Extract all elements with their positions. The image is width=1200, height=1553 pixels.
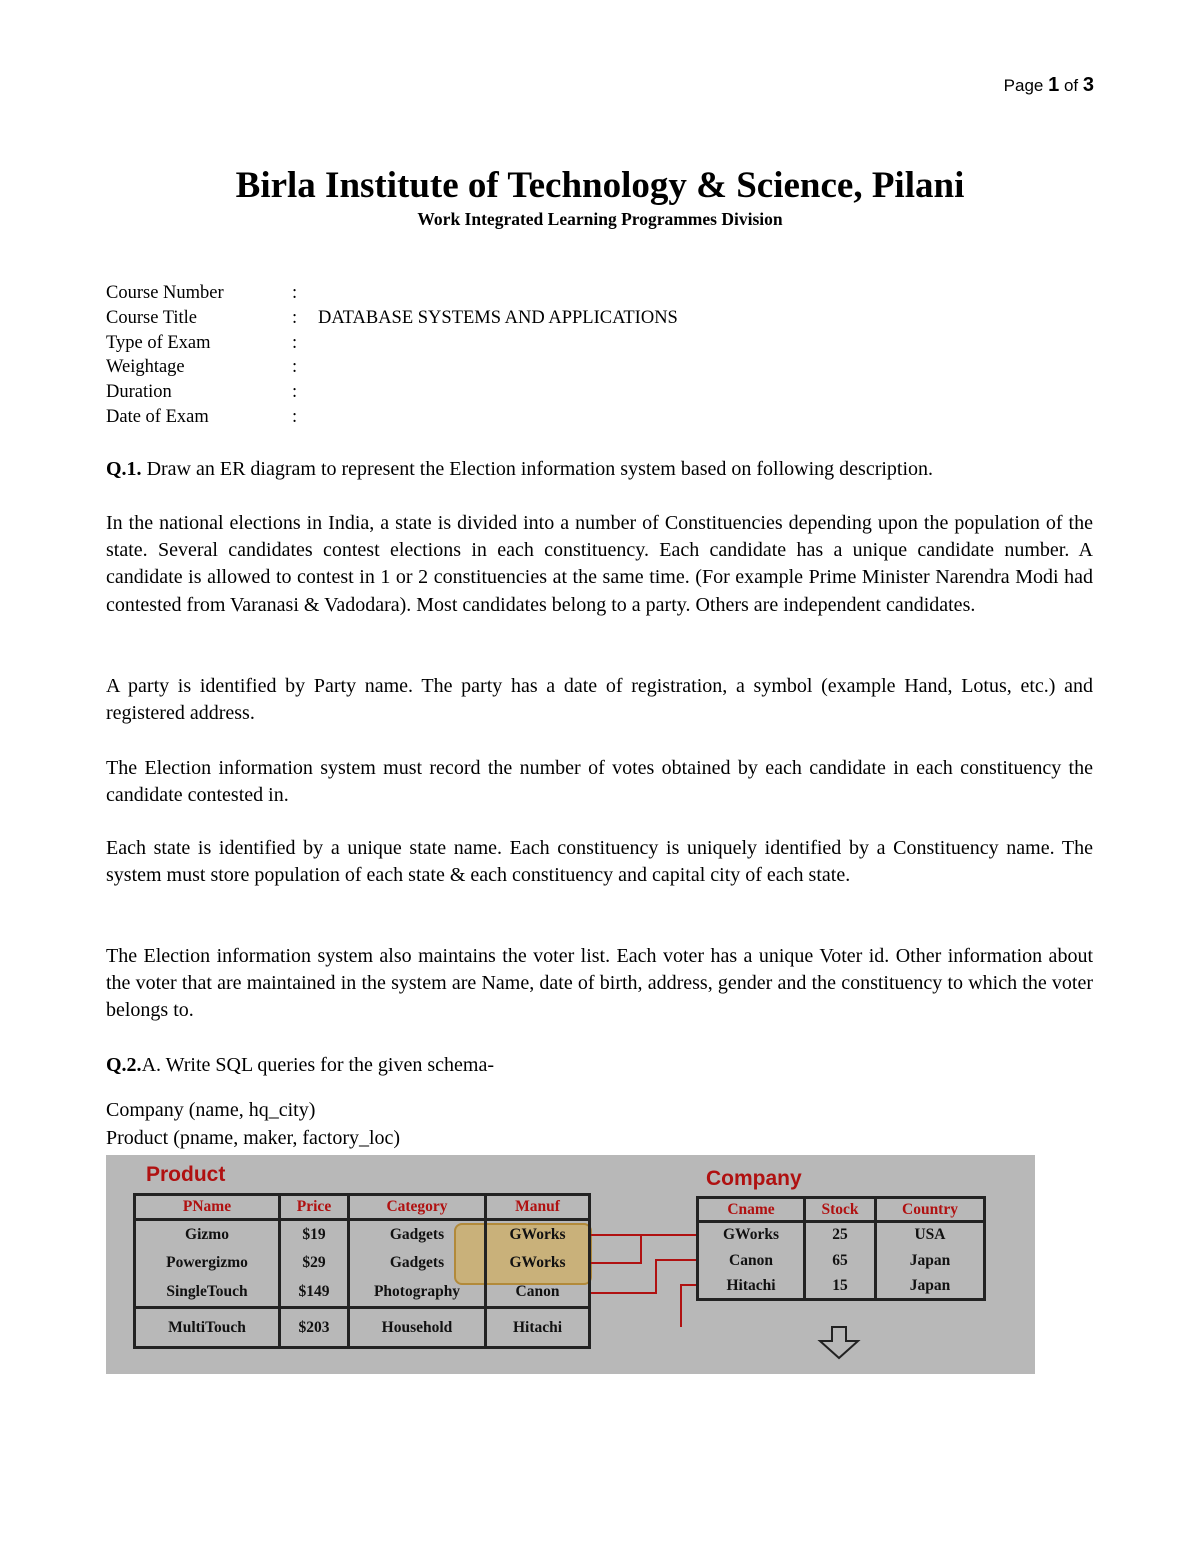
- table-row: Hitachi 15 Japan: [698, 1274, 985, 1300]
- schema-company: Company (name, hq_city): [106, 1099, 316, 1121]
- meta-row-course-title: Course Title : DATABASE SYSTEMS AND APPLICATIONS: [106, 307, 678, 328]
- meta-row-date-of-exam: Date of Exam :: [106, 406, 298, 427]
- table-row: MultiTouch $203 Household Hitachi: [135, 1308, 590, 1348]
- foreign-key-links: [106, 1155, 1035, 1374]
- down-arrow-icon: [820, 1327, 858, 1358]
- link-line-hitachi: [681, 1285, 696, 1327]
- product-table-title: Product: [146, 1163, 226, 1186]
- product-header-row: PName Price Category Manuf: [135, 1195, 590, 1220]
- q1-paragraph: The Election information system also maintains the voter list. Each voter has a unique Voter id. Other information about the voter that are maintained in the system are Name, date of birth, address, gender and the constituency to which the voter belongs to.: [106, 945, 1093, 1022]
- question-1: [106, 456, 1093, 483]
- table-row: Gizmo $19 Gadgets GWorks: [135, 1220, 590, 1249]
- q1-paragraph: A party is identified by Party name. The party has a date of registration, a symbol (example Hand, Lotus, etc.) and registered address.: [106, 675, 1093, 725]
- question-2: [106, 1052, 1093, 1079]
- company-table-title: Company: [706, 1167, 802, 1190]
- q1-paragraph: In the national elections in India, a state is divided into a number of Constituencies depending upon the population of the state. Several candidates contest elections in each constituency. Each candidate has a unique candidate number. A candidate is allowed to contest in 1 or 2 constituencies at the same time. (For example Prime Minister Narendra Modi had contested from Varanasi & Vadodara). Most candidates belong to a party. Others are independent candidates.: [106, 512, 1093, 616]
- institute-title: Birla Institute of Technology & Science, Pilani: [235, 165, 965, 206]
- company-header-row: Cname Stock Country: [698, 1198, 985, 1222]
- table-row: GWorks 25 USA: [698, 1222, 985, 1248]
- schema-figure: [106, 1155, 1035, 1374]
- table-row: SingleTouch $149 Photography Canon: [135, 1278, 590, 1308]
- schema-product: Product (pname, maker, factory_loc): [106, 1127, 401, 1149]
- q1-prompt: Q.1. Draw an ER diagram to represent the Election information system based on following description.: [106, 458, 934, 480]
- schema-list: [106, 1096, 400, 1152]
- meta-row-duration: Duration :: [106, 382, 298, 403]
- page-number: Page 1 of 3: [1003, 74, 1094, 96]
- table-row: Canon 65 Japan: [698, 1248, 985, 1274]
- meta-row-course-number: Course Number :: [106, 283, 298, 303]
- meta-row-weightage: Weightage :: [106, 357, 298, 378]
- link-line-gworks: [591, 1235, 641, 1263]
- division-subtitle: Work Integrated Learning Programmes Division: [417, 209, 783, 229]
- q1-paragraph: The Election information system must record the number of votes obtained by each candidate in each constituency the candidate contested in.: [106, 757, 1093, 807]
- q1-paragraph: Each state is identified by a unique state name. Each constituency is uniquely identified by a Constituency name. The system must store population of each state & each constituency and capital city of each state.: [106, 837, 1093, 887]
- table-row: Powergizmo $29 Gadgets GWorks: [135, 1249, 590, 1278]
- meta-row-type-of-exam: Type of Exam :: [106, 332, 298, 353]
- q2-prompt: Q.2.A. Write SQL queries for the given schema-: [106, 1054, 494, 1076]
- course-meta: [106, 283, 678, 432]
